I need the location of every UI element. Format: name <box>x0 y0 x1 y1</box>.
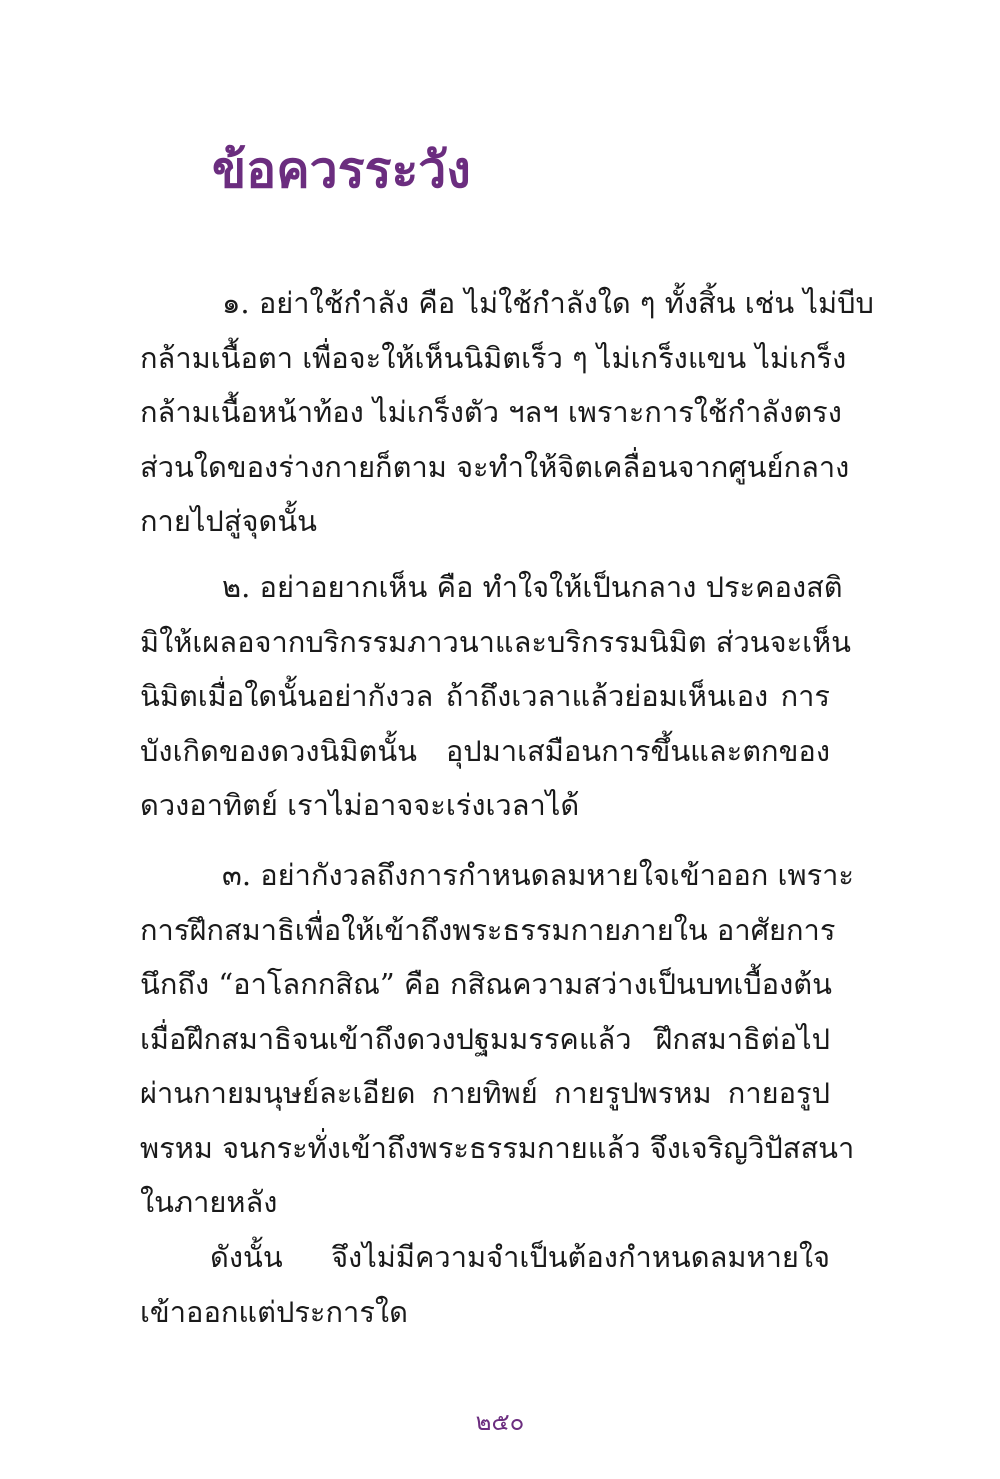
paragraph-4 <box>140 1230 830 1339</box>
paragraph-line: มิให้เผลอจากบริกรรมภาวนาและบริกรรมนิมิต ส่วนจะเห็น <box>140 624 851 659</box>
paragraph-line: เมื่อฝึกสมาธิจนเข้าถึงดวงปฐมมรรคแล้ว ฝึกสมาธิต่อไป <box>140 1021 830 1056</box>
paragraph-line: ๒. อย่าอยากเห็น คือ ทำใจให้เป็นกลาง ประคองสติ <box>222 570 843 604</box>
paragraph-line: ส่วนใดของร่างกายก็ตาม จะทำให้จิตเคลื่อนจากศูนย์กลาง <box>140 449 850 484</box>
paragraph-line: ในภายหลัง <box>140 1185 278 1219</box>
paragraph-line: กายไปสู่จุดนั้น <box>140 504 318 538</box>
paragraph-line: ผ่านกายมนุษย์ละเอียด กายทิพย์ กายรูปพรหม กายอรูป <box>140 1076 830 1110</box>
paragraph-line: นึกถึง “อาโลกกสิณ” คือ กสิณความสว่างเป็นบทเบื้องต้น <box>140 967 832 1001</box>
paragraph-line: ดังนั้น จึงไม่มีความจำเป็นต้องกำหนดลมหายใจ <box>210 1240 830 1274</box>
paragraph-line: ดวงอาทิตย์ เราไม่อาจจะเร่งเวลาได้ <box>140 788 580 822</box>
paragraph-line: กล้ามเนื้อหน้าท้อง ไม่เกร็งตัว ฯลฯ เพราะการใช้กำลังตรง <box>140 395 842 429</box>
page-title: ข้อควรระวัง <box>212 140 471 199</box>
paragraph-1 <box>140 276 874 549</box>
paragraph-line: เข้าออกแต่ประการใด <box>140 1294 408 1329</box>
paragraph-line: ๓. อย่ากังวลถึงการกำหนดลมหายใจเข้าออก เพราะ <box>222 858 855 892</box>
paragraph-2 <box>140 560 851 833</box>
paragraph-line: กล้ามเนื้อตา เพื่อจะให้เห็นนิมิตเร็ว ๆ ไม่เกร็งแขน ไม่เกร็ง <box>140 340 847 375</box>
paragraph-line: บังเกิดของดวงนิมิตนั้น อุปมาเสมือนการขึ้นและตกของ <box>140 733 830 768</box>
page-number: ๒๕๐ <box>475 1408 525 1436</box>
paragraph-line: พรหม จนกระทั่งเข้าถึงพระธรรมกายแล้ว จึงเจริญวิปัสสนา <box>140 1130 855 1165</box>
paragraph-3 <box>140 848 855 1230</box>
paragraph-line: นิมิตเมื่อใดนั้นอย่ากังวล ถ้าถึงเวลาแล้วย่อมเห็นเอง การ <box>140 679 830 713</box>
paragraph-line: การฝึกสมาธิเพื่อให้เข้าถึงพระธรรมกายภายใน อาศัยการ <box>140 912 836 947</box>
paragraph-line: ๑. อย่าใช้กำลัง คือ ไม่ใช้กำลังใด ๆ ทั้งสิ้น เช่น ไม่บีบ <box>222 286 874 320</box>
